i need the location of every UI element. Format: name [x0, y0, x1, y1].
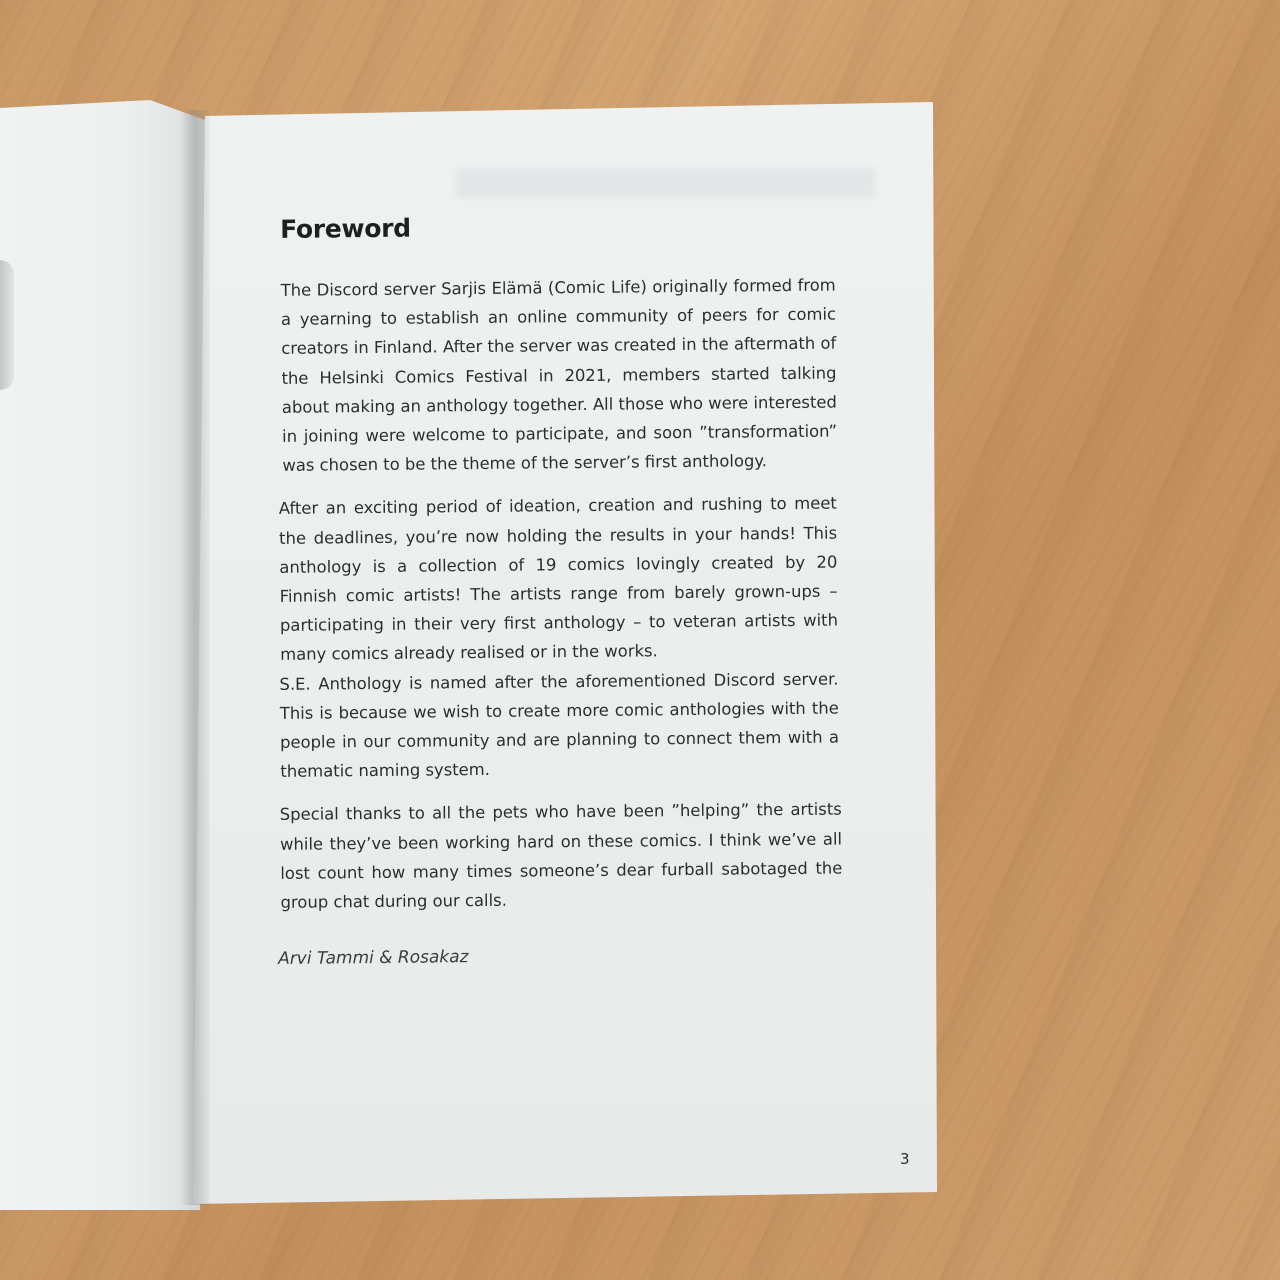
paragraph-4: Special thanks to all the pets who have been ”helping” the artists while they’ve been working hard on these comics. I think we’ve all lost count how many times someone’s dear furball sabotaged the group chat during our calls.	[279, 799, 843, 912]
book-spine-shadow	[180, 110, 210, 1205]
signature: Arvi Tammi & Rosakaz	[278, 947, 469, 970]
paragraph-1: The Discord server Sarjis Elämä (Comic Life) originally formed from a yearning to establish an online community of peers for comic creators in Finland. After the server was created in the aftermath of the Helsinki Comics Festival in 2021, members started talking about making an anthology together. All those who were interested in joining were welcome to participate, and soon ”transformation” was chosen to be the theme of the server’s first anthology.	[280, 275, 838, 476]
paragraph-2: After an exciting period of ideation, creation and rushing to meet the deadlines, you’re now holding the results in your hands! This anthology is a collection of 19 comics lovingly created by 20 Finnish comic artists! The artists range from barely grown-ups – participating in their very first anthology – to veteran artists with many comics already realised or in the works.	[278, 493, 839, 665]
show-through-text	[455, 168, 875, 198]
left-page-fold	[0, 260, 14, 390]
left-page	[0, 100, 205, 1210]
page-title: Foreword	[279, 213, 411, 244]
paragraph-3: S.E. Anthology is named after the aforementioned Discord server. This is because we wish to create more comic anthologies with the people in our community and are planning to connect them with a thematic naming system.	[279, 669, 840, 782]
page-content	[268, 210, 845, 970]
page-number: 3	[900, 1150, 910, 1168]
